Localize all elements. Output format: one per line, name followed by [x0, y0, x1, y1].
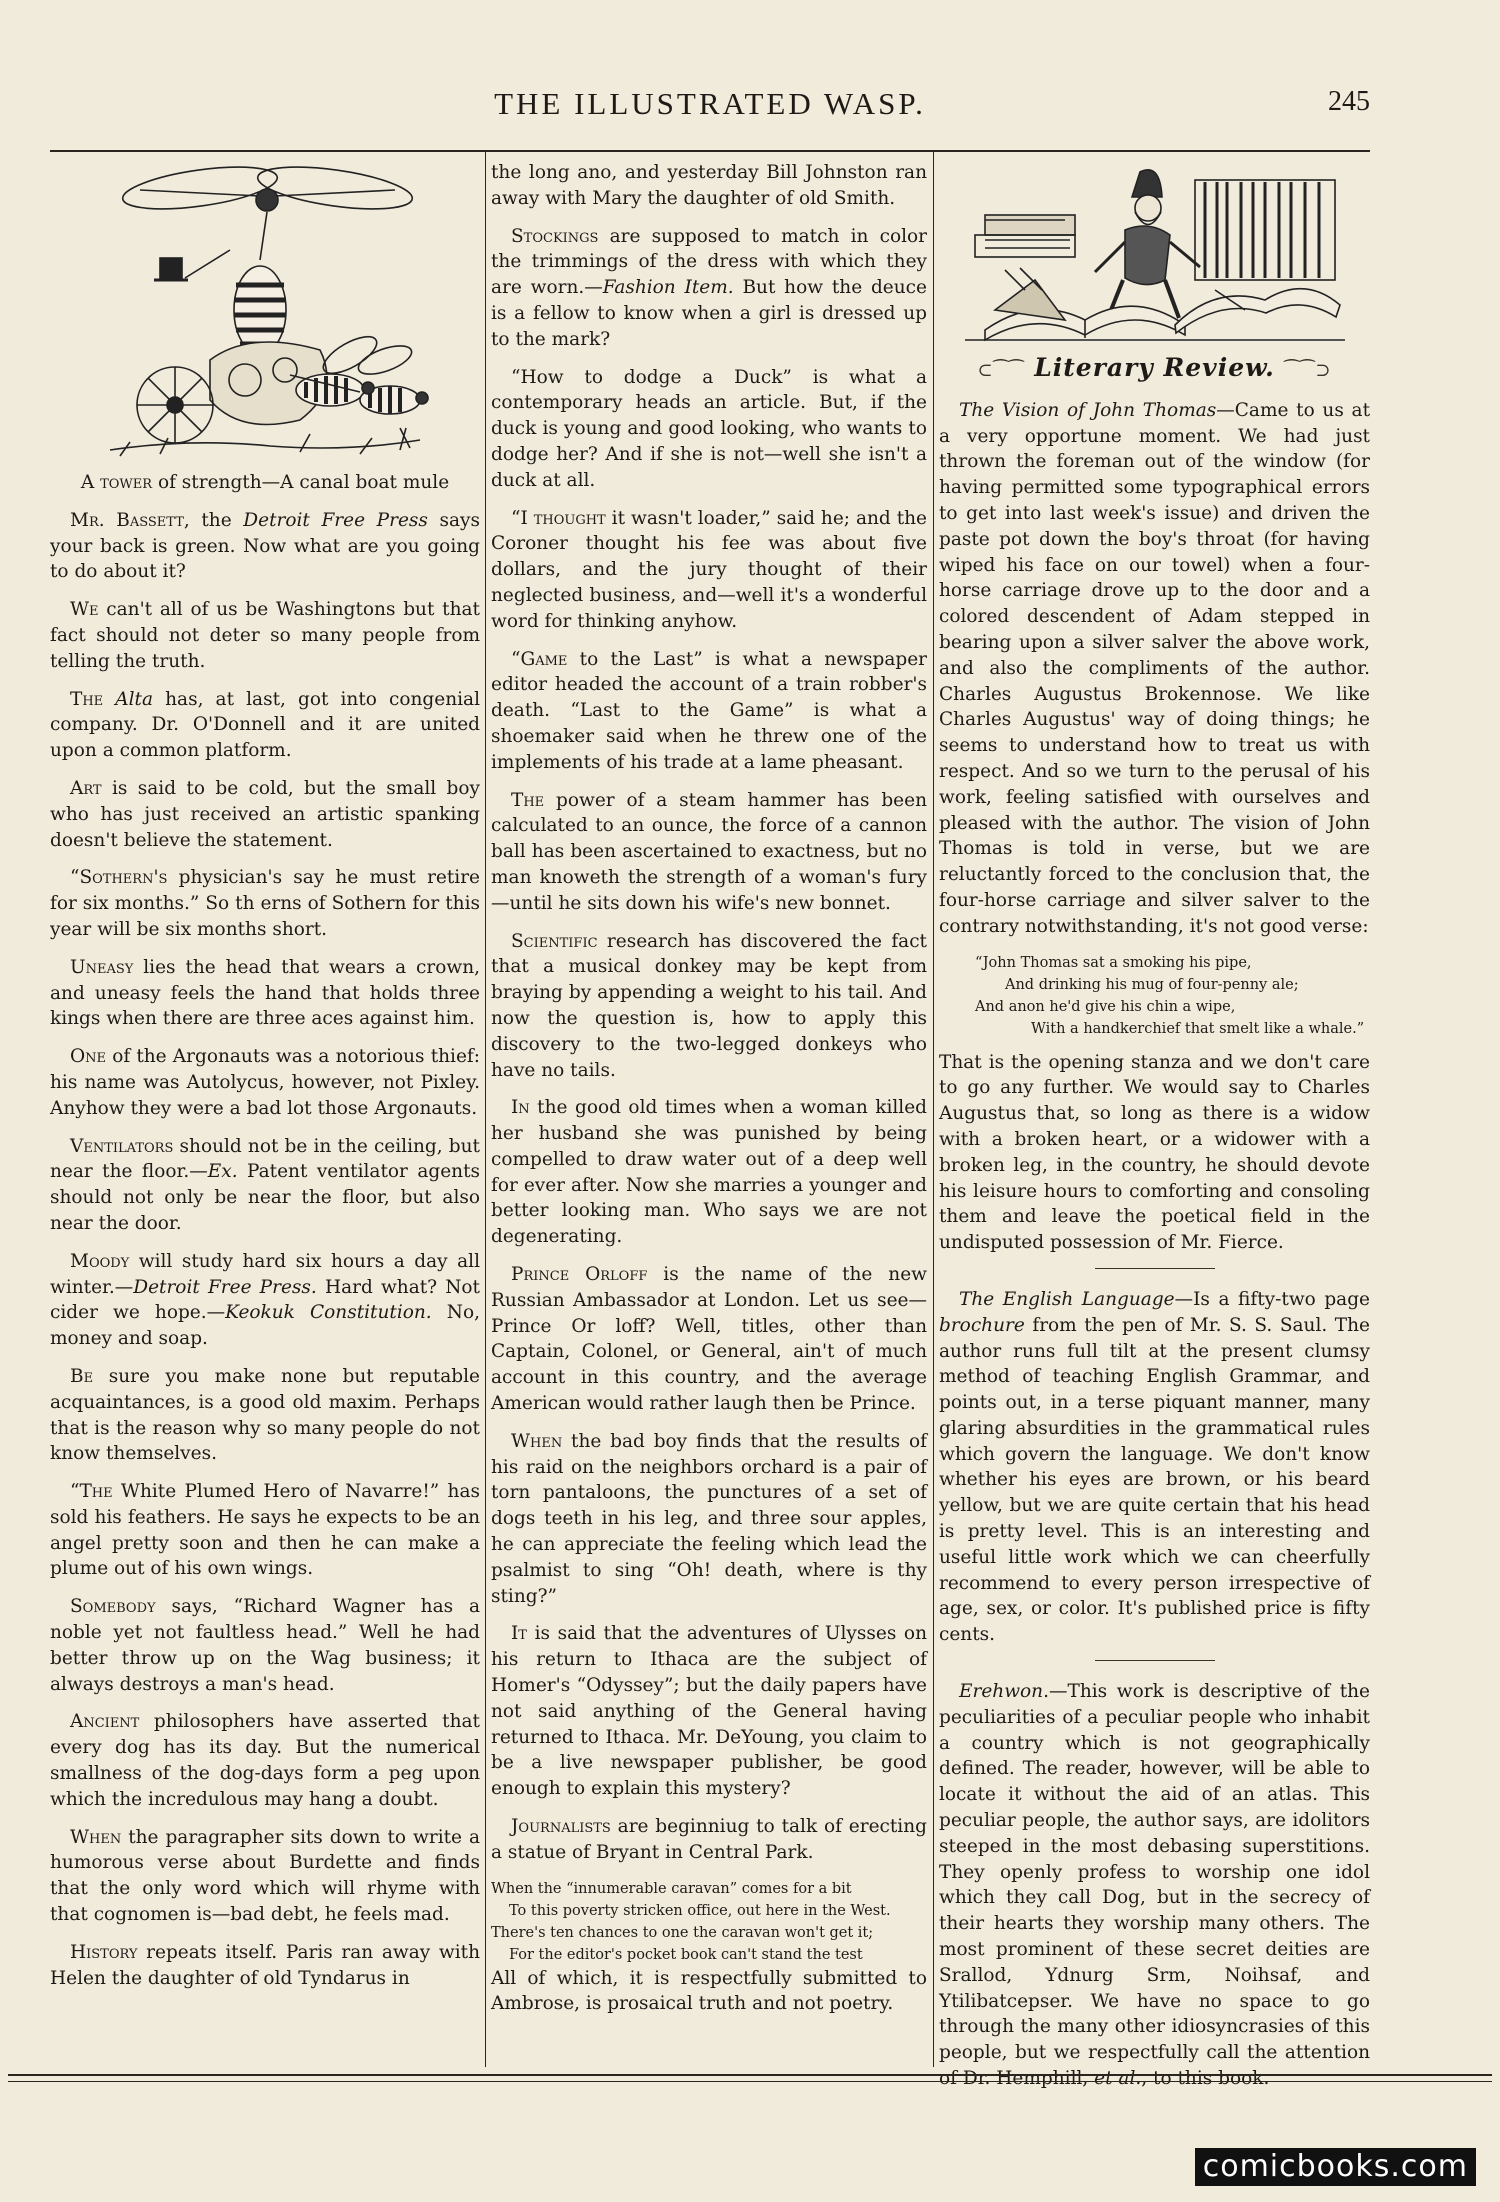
paragraph: When the paragrapher sits down to write a humorous verse about Burdette and finds that the only word which will rhyme with that cognomen is—bad debt, he feels mad.	[50, 1826, 480, 1926]
paragraph-lead: History	[70, 1941, 138, 1963]
paragraph-lead: When	[70, 1826, 122, 1848]
paragraph-lead: The	[70, 688, 104, 710]
paragraph: Ventilators should not be in the ceiling, but near the floor.—Ex. Patent ventilator agents should not only be near the floor, but also near the door.	[50, 1135, 480, 1234]
paragraph: The power of a steam hammer has been calculated to an ounce, the force of a cannon ball has been ascertained to exactness, but no man knoweth the strength of a woman's fury—until he sits down his wife's new bonnet.	[491, 789, 927, 914]
column-2	[491, 160, 927, 2065]
verse-line: And anon he'd give his chin a wipe,	[975, 998, 1236, 1015]
italic-text: Alta	[115, 688, 154, 710]
paragraph: One of the Argonauts was a notorious thief: his name was Autolycus, however, not Pixley. Anyhow they were a bad lot those Argonauts.	[50, 1046, 480, 1119]
paragraph-lead: Ancient	[70, 1711, 140, 1733]
literary-review-heading	[939, 355, 1370, 384]
paragraph-lead: Prince Orloff	[511, 1264, 648, 1286]
column-1-paragraphs	[50, 508, 480, 1992]
italic-text: Fashion Item.	[602, 277, 734, 299]
paragraph-lead: Ventilators	[70, 1135, 174, 1157]
paragraph-lead: Journalists	[511, 1816, 611, 1838]
gnome-reading-books-illustration-icon	[965, 160, 1345, 345]
review-erehwon: Erehwon.—This work is descriptive of the peculiarities of a peculiar people who inhabit a country which is not geographically defined. The reader, however, will be able to locate it without the aid of an atlas. This peculiar people, the author says, are idolitors steeped in the most debasing superstitions. They openly profess to worship one idol which they call Dog, but in the secrecy of their hearts they worship many others. The most prominent of these secret deities are Srallod, Ydnurg Srm, Noihsaf, and Ytilibatcepser. We have no space to go through the many other idiosyncrasies of this people, but we respectfully call the attention of Dr. Hemphill, et al., to this book.	[939, 1681, 1370, 2090]
page-number: 245	[1328, 86, 1370, 117]
paragraph: “I thought it wasn't loader,” said he; and the Coroner thought his fee was about five dollars, and the jury thought of their neglected business, and—well it's a wonderful word for thinking anyhow.	[491, 507, 927, 632]
paragraph-lead: When	[511, 1430, 563, 1452]
column-rule-2	[933, 152, 934, 2067]
masthead	[50, 86, 1370, 130]
column-3	[939, 160, 1370, 2090]
verse-line: “John Thomas sat a smoking his pipe,	[975, 954, 1252, 971]
column-2-closing: All of which, it is respectfully submitted to Ambrose, is prosaical truth and not poetry.	[491, 1967, 927, 2015]
paragraph: “The White Plumed Hero of Navarre!” has sold his feathers. He says he expects to be an angel pretty soon and then he can make a plume out of his own wings.	[50, 1481, 480, 1580]
italic-text: brochure	[939, 1314, 1025, 1336]
column-2-paragraphs	[491, 224, 927, 1866]
left-flourish-icon: ⊂⁀⁀	[977, 360, 1025, 381]
paragraph-lead: Art	[70, 777, 102, 799]
paragraph: “Sothern's physician's say he must retire for six months.” So th erns of Sothern for this year will be six months short.	[50, 867, 480, 940]
paragraph: Prince Orloff is the name of the new Russian Ambassador at London. Let us see—Prince Or loff? Well, titles, other than Captain, Colonel, or General, ain't of much account in this country, and the average American would rather laugh then be Prince.	[491, 1264, 927, 1415]
literary-review-heading-text: Literary Review.	[1034, 353, 1275, 382]
review-divider	[1095, 1660, 1215, 1661]
italic-text: Keokuk Constitution.	[225, 1302, 432, 1324]
paragraph-lead: Mr. Bassett	[70, 509, 184, 531]
verse-line: With a handkerchief that smelt like a whale.”	[1031, 1020, 1365, 1037]
paragraph-lead: Somebody	[70, 1596, 156, 1618]
paragraph: In the good old times when a woman killed her husband she was punished by being compelled to draw water out of a deep well for ever after. Now she marries a younger and better looking man. Who says we are not degenerating.	[491, 1097, 927, 1248]
paragraph-lead: “Game	[511, 648, 568, 670]
paragraph: “How to dodge a Duck” is what a contemporary heads an article. But, if the duck is young and good looking, who wants to dodge her? And if she is not—well she isn't a duck at all.	[491, 366, 927, 491]
caravan-verse	[491, 1878, 927, 1966]
italic-text: Ex.	[207, 1161, 238, 1183]
paragraph: We can't all of us be Washingtons but that fact should not deter so many people from telling the truth.	[50, 599, 480, 672]
paragraph-lead: Moody	[70, 1250, 130, 1272]
column-rule-1	[485, 152, 486, 2067]
paragraph: When the bad boy finds that the results of his raid on the neighbors orchard is a pair of torn pantaloons, the punctures of a set of dogs teeth in his leg, and three sour apples, he can appreciate the feeling which lead the psalmist to sing “Oh! death, where is thy sting?”	[491, 1430, 927, 1607]
paragraph-lead: “I thought	[511, 507, 606, 529]
paragraph-lead: Be	[70, 1365, 94, 1387]
wasp-chariot-illustration-icon	[100, 160, 430, 460]
paragraph-lead: “Sothern's	[70, 867, 168, 889]
paragraph-lead: Uneasy	[70, 956, 134, 978]
review-after-verse: That is the opening stanza and we don't care to go any further. We would say to Charles Augustus that, so long as there is a widow with a broken heart, or a widower with a broken leg, in the country, he should devote his leisure hours to comforting and consoling them and leave the poetical field in the undisputed possession of Mr. Fierce.	[939, 1051, 1370, 1254]
verse-line: When the “innumerable caravan” comes for a bit	[491, 1880, 852, 1897]
header-rule	[50, 150, 1370, 152]
paragraph-lead: Stockings	[511, 225, 599, 247]
paragraph: Moody will study hard six hours a day all winter.—Detroit Free Press. Hard what? Not cider we hope.—Keokuk Constitution. No, money and soap.	[50, 1250, 481, 1350]
review-divider	[1095, 1268, 1215, 1269]
watermark: comicbooks.com	[1195, 2148, 1476, 2186]
paragraph: Stockings are supposed to match in color the trimmings of the dress with which they are worn.—Fashion Item. But how the deuce is a fellow to know when a girl is dressed up to the mark?	[491, 225, 927, 350]
masthead-title: THE ILLUSTRATED WASP.	[494, 86, 926, 121]
paragraph-lead: Scientific	[511, 930, 598, 952]
column-2-continuation: the long ano, and yesterday Bill Johnston ran away with Mary the daughter of old Smith.	[491, 162, 927, 209]
paragraph-lead: “The	[70, 1481, 113, 1503]
paragraph-lead: It	[511, 1623, 527, 1645]
right-flourish-icon: ⁀⁀⊃	[1284, 360, 1332, 381]
italic-text: Detroit Free Press.	[133, 1276, 317, 1298]
footer-rule-thin	[8, 2081, 1492, 2082]
paragraph-lead: The	[511, 789, 545, 811]
paragraph: Scientific research has discovered the fact that a musical donkey may be kept from braying by appending a weight to his tail. And now the question is, how to apply this discovery to the two-legged donkeys who have no tails.	[491, 930, 927, 1081]
paragraph: It is said that the adventures of Ulysses on his return to Ithaca are the subject of Homer's “Odyssey”; but the daily papers have not said anything of the General having returned to Ithaca. Mr. DeYoung, you claim to be a live newspaper publisher, be good enough to explain this mystery?	[491, 1623, 927, 1800]
paragraph: History repeats itself. Paris ran away with Helen the daughter of old Tyndarus in	[50, 1941, 480, 1989]
verse-line: For the editor's pocket book can't stand the test	[509, 1946, 863, 1963]
paragraph: Journalists are beginniug to talk of erecting a statue of Bryant in Central Park.	[491, 1816, 927, 1863]
paragraph: “Game to the Last” is what a newspaper editor headed the account of a train robber's death. “Last to the Game” is what a shoemaker said when he threw one of the implements of his trade at a lame pheasant.	[491, 648, 927, 773]
paragraph: Be sure you make none but reputable acquaintances, is a good old maxim. Perhaps that is the reason why so many people do not know themselves.	[50, 1365, 480, 1465]
paragraph: Ancient philosophers have asserted that every dog has its day. But the numerical smallness of the dog-days form a peg upon which the incredulous may hang a doubt.	[50, 1711, 480, 1810]
paragraph-lead: We	[70, 599, 99, 621]
verse-line: There's ten chances to one the caravan won't get it;	[491, 1924, 874, 1941]
paragraph: The Alta has, at last, got into congenial company. Dr. O'Donnell and it are united upon a common platform.	[50, 688, 480, 762]
paragraph-lead: In	[511, 1097, 530, 1119]
john-thomas-verse	[939, 952, 1370, 1040]
column-1	[50, 160, 480, 2065]
verse-line: To this poverty stricken office, out here in the West.	[509, 1902, 891, 1919]
verse-line: And drinking his mug of four-penny ale;	[1005, 976, 1299, 993]
paragraph-lead: One	[70, 1046, 107, 1068]
footer-rule	[8, 2074, 1492, 2076]
italic-text: et al.	[1094, 2068, 1142, 2090]
review-english-language: The English Language—Is a fifty-two page brochure from the pen of Mr. S. S. Saul. The author runs full tilt at the present clumsy method of teaching English Grammar, and points out, in a terse piquant manner, many glaring absurdities in the grammatical rules which govern the language. We don't know whether his eyes are brown, or his beard yellow, but we are quite certain that his head is pretty level. This is an interesting and useful little work which we can cheerfully recommend to every person irrespective of age, sex, or color. It's published price is fifty cents.	[939, 1288, 1370, 1646]
italic-text: Detroit Free Press	[243, 509, 428, 531]
paragraph: Art is said to be cold, but the small boy who has just received an artistic spanking doesn't believe the statement.	[50, 777, 480, 851]
paragraph: Somebody says, “Richard Wagner has a noble yet not faultless head.” Well he had better throw up on the Wag business; it always destroys a man's head.	[50, 1596, 480, 1695]
paragraph: Mr. Bassett, the Detroit Free Press says your back is green. Now what are you going to do about it?	[50, 509, 480, 583]
paragraph: Uneasy lies the head that wears a crown, and uneasy feels the hand that holds three kings when there are three aces against him.	[50, 956, 480, 1030]
review-vision-of-john-thomas: The Vision of John Thomas—Came to us at a very opportune moment. We had just thrown the foreman out of the window (for having permitted some typographical errors to get into last week's issue) and driven the paste pot down the boy's throat (for having wiped his face on our towel) when a four-horse carriage drove up to the door and a colored descendent of Adam stepped in bearing upon a silver salver the above work, and also the compliments of the author. Charles Augustus Brokennose. We like Charles Augustus' way of doing things; he seems to understand how to treat us with respect. And so we turn to the perusal of his work, feeling satisfied with ourselves and pleased with the author. The vision of John Thomas is told in verse, but we are reluctantly forced to the conclusion that, the four-horse carriage and silver salver to the contrary notwithstanding, it's not good verse:	[939, 399, 1370, 937]
illustration-caption: A tower of strength—A canal boat mule	[80, 472, 450, 493]
